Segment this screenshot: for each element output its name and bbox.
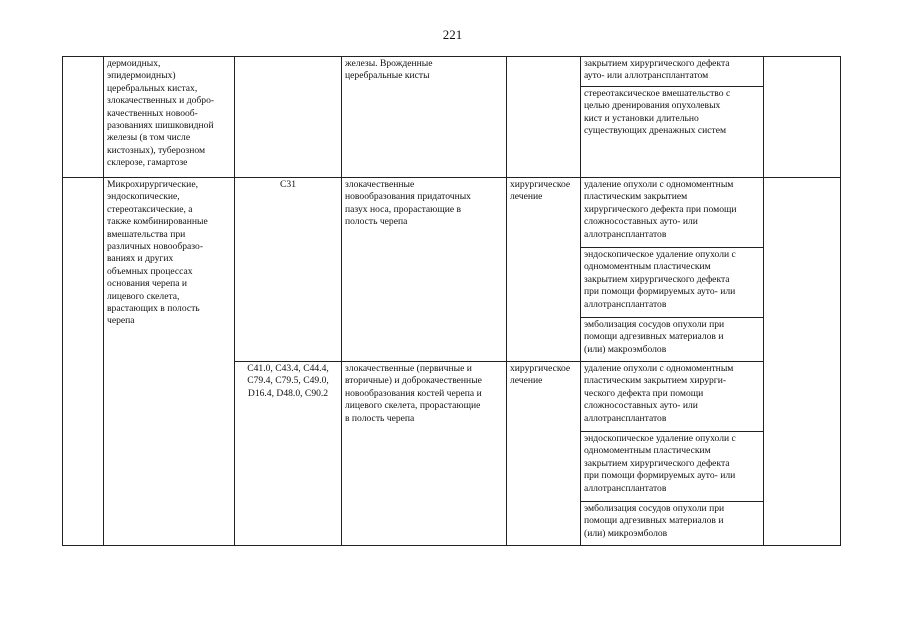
method-cell: [581, 502, 764, 546]
cell-text: C41.0, C43.4, C44.4, C79.4, C79.5, C49.0, D16.4, D48.0, C90.2: [247, 363, 329, 399]
cell-text: железы. Врожденные церебральные кисты: [345, 58, 433, 82]
row-number-cell: [63, 178, 104, 546]
treatment-type-cell: [507, 57, 581, 178]
cell-text: стереотаксическое вмешательство с целью дренирования опухолевых кист и установки длительно существующих дренажных систем: [584, 88, 731, 137]
page-number: 221: [442, 27, 463, 42]
table-row: [63, 178, 841, 248]
cell-text: хирургическое лечение: [510, 179, 571, 203]
cell-text: Микрохирургические, эндоскопические, стереотаксические, а также комбинированные вмешательства при различных новообразо- ваниях и других объемных процессах основания черепа и лицевого скелета, врастающих в полость черепа: [107, 179, 208, 327]
cell-text: закрытием хирургического дефекта ауто- или аллотрансплантатом: [584, 58, 730, 82]
cost-cell: [764, 57, 841, 178]
cell-text: эндоскопическое удаление опухоли с одномоментным пластическим закрытием хирургического дефекта при помощи формируемых ауто- или аллотрансплантатов: [584, 433, 736, 494]
intervention-cell: [104, 178, 235, 546]
cell-text: эндоскопическое удаление опухоли с одномоментным пластическим закрытием хирургического дефекта при помощи формируемых ауто- или аллотрансплантатов: [584, 249, 736, 310]
cell-text: удаление опухоли с одномоментным пластическим закрытием хирурги- ческого дефекта при помощи сложносоставных ауто- или аллотрансплантатов: [584, 363, 734, 424]
cost-cell: [764, 178, 841, 546]
method-cell: [581, 248, 764, 318]
diagnosis-cell: [342, 362, 507, 546]
icd-code-cell: [235, 178, 342, 362]
medical-procedures-table: [62, 56, 841, 546]
table-row: [63, 57, 841, 87]
method-cell: [581, 178, 764, 248]
method-cell: [581, 318, 764, 362]
cell-text: злокачественные новообразования придаточных пазух носа, прорастающие в полость черепа: [345, 179, 471, 228]
row-number-cell: [63, 57, 104, 178]
icd-code-cell: [235, 362, 342, 546]
diagnosis-cell: [342, 178, 507, 362]
treatment-type-cell: [507, 178, 581, 362]
method-cell: [581, 432, 764, 502]
intervention-cell: [104, 57, 235, 178]
method-cell: [581, 57, 764, 87]
cell-text: C31: [280, 179, 296, 190]
cell-text: удаление опухоли с одномоментным пластическим закрытием хирургического дефекта при помощи сложносоставных ауто- или аллотрансплантатов: [584, 179, 737, 240]
diagnosis-cell: [342, 57, 507, 178]
method-cell: [581, 87, 764, 178]
cell-text: дермоидных, эпидермоидных) церебральных кистах, злокачественных и добро- качественных новооб- разованиях шишковидной железы (в том числе кистозных), туберозном склерозе, гамартозе: [107, 58, 215, 169]
cell-text: эмболизация сосудов опухоли при помощи адгезивных материалов и (или) макроэмболов: [584, 319, 725, 355]
cell-text: злокачественные (первичные и вторичные) и доброкачественные новообразования костей черепа и лицевого скелета, прорастающие в полость черепа: [345, 363, 482, 424]
cell-text: эмболизация сосудов опухоли при помощи адгезивных материалов и (или) микроэмболов: [584, 503, 725, 539]
cell-text: хирургическое лечение: [510, 363, 571, 387]
treatment-type-cell: [507, 362, 581, 546]
icd-code-cell: [235, 57, 342, 178]
method-cell: [581, 362, 764, 432]
